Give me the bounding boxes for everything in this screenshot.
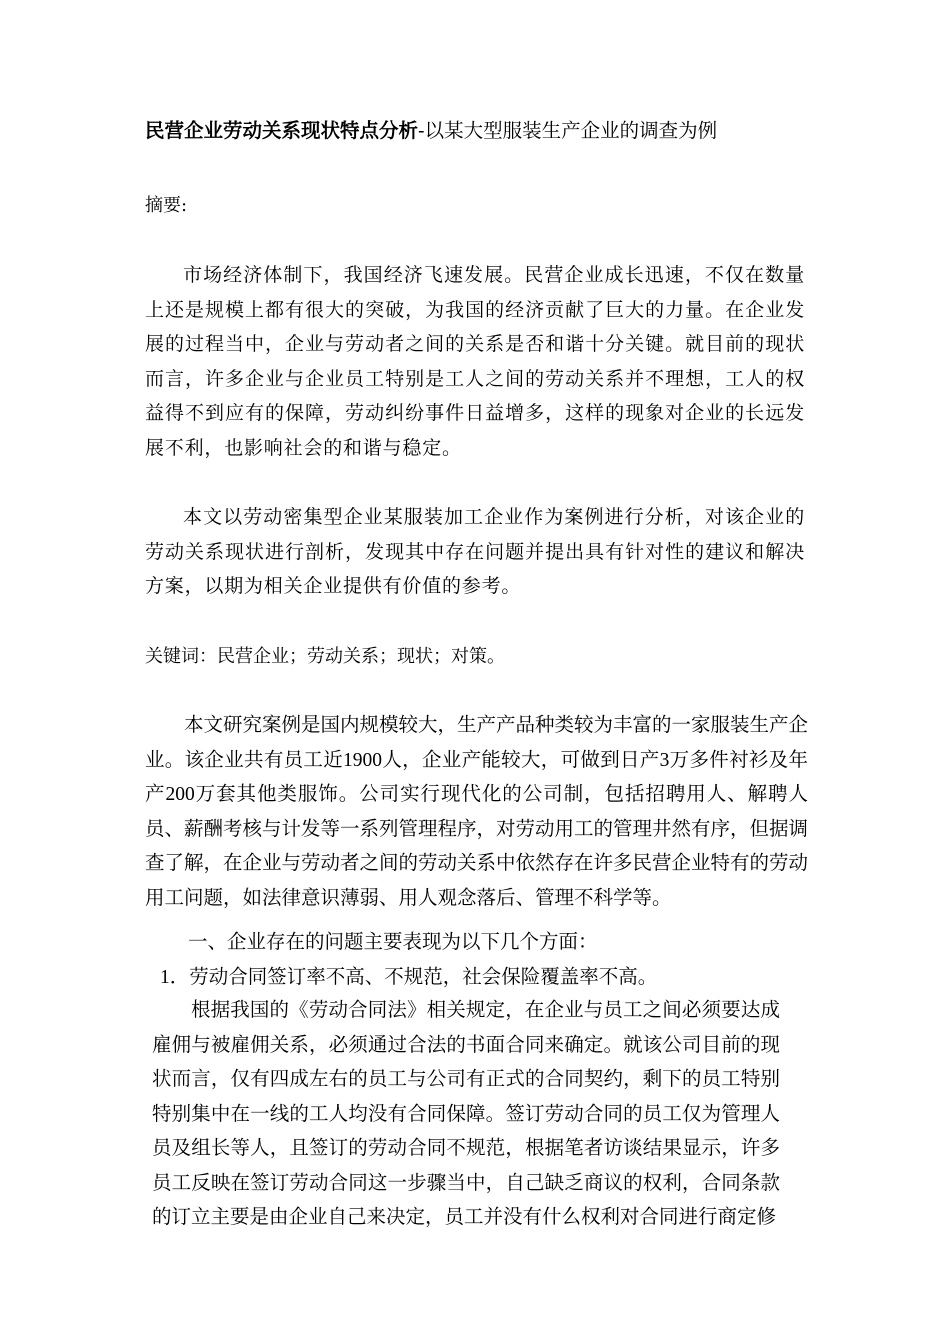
document-title: [145, 116, 845, 146]
title-main: 民营企业劳动关系现状特点分析: [145, 119, 419, 142]
body-paragraph-2: 根据我国的《劳动合同法》相关规定，在企业与员工之间必须要达成雇佣与被雇佣关系，必须通过合法的书面合同来确定。就该公司目前的现状而言，仅有四成左右的员工与公司有正式的合同契约，剩下的员工特别特别集中在一线的工人均没有合同保障。签订劳动合同的员工仅为管理人员及组长等人，且签订的劳动合同不规范，根据笔者访谈结果显示，许多员工反映在签订劳动合同这一步骤当中，自己缺乏商议的权利，合同条款的订立主要是由企业自己来决定，员工并没有什么权利对合同进行商定修: [152, 1000, 780, 1228]
abstract-paragraph-1: 市场经济体制下，我国经济飞速发展。民营企业成长迅速，不仅在数量上还是规模上都有很大的突破，为我国的经济贡献了巨大的力量。在企业发展的过程当中，企业与劳动者之间的关系是否和谐十分关键。就目前的现状而言，许多企业与企业员工特别是工人之间的劳动关系并不理想，工人的权益得不到应有的保障，劳动纠纷事件日益增多，这样的现象对企业的长远发展不利，也影响社会的和谐与稳定。: [145, 264, 805, 459]
keywords-line: 关键词：民营企业；劳动关系；现状；对策。: [145, 646, 505, 667]
body-paragraph-1: 本文研究案例是国内规模较大，生产产品种类较为丰富的一家服装生产企业。该企业共有员工近1900人，企业产能较大，可做到日产3万多件衬衫及年产200万套其他类服饰。公司实行现代化的公司制，包括招聘用人、解聘人员、薪酬考核与计发等一系列管理程序，对劳动用工的管理井然有序，但据调查了解，在企业与劳动者之间的劳动关系中依然存在许多民营企业特有的劳动用工问题，如法律意识薄弱、用人观念落后、管理不科学等。: [145, 715, 809, 909]
abstract-paragraph-2: 本文以劳动密集型企业某服装加工企业作为案例进行分析，对该企业的劳动关系现状进行剖析，发现其中存在问题并提出具有针对性的建议和解决方案，以期为相关企业提供有价值的参考。: [145, 506, 805, 597]
list-item-1: 1．劳动合同签订率不高、不规范，社会保险覆盖率不高。: [160, 967, 658, 988]
abstract-label: 摘要:: [145, 195, 188, 216]
section-heading-1: 一、企业存在的问题主要表现为以下几个方面：: [188, 932, 598, 953]
title-subtitle: -以某大型服装生产企业的调查为例: [418, 119, 718, 142]
